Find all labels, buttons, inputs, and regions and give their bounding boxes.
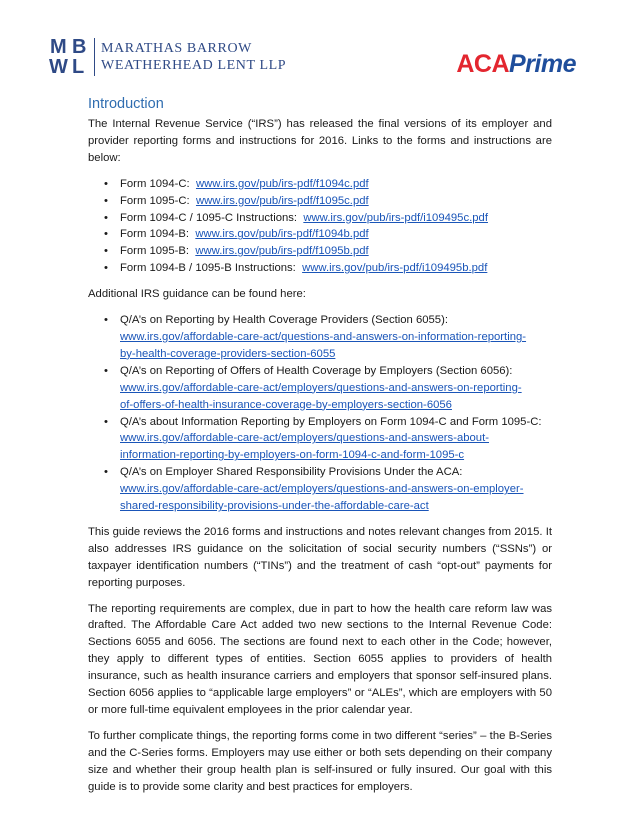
guide-paragraph: This guide reviews the 2016 forms and instructions and notes relevant changes from 2015. It also addresses IRS guidance on the solicitation of social security numbers (“SSNs”) or taxpayer identification numbers (“TINs”) and the treatment of cash “opt-out” payments for reporting purposes. [88,525,552,589]
guidance-link[interactable]: www.irs.gov/affordable-care-act/employers/questions-and-answers-on-reporting- [120,381,522,394]
guidance-link[interactable]: information-reporting-by-employers-on-form-1094-c-and-form-1095-c [120,449,465,462]
bullet: • [104,211,108,224]
guidance-label: Q/A’s on Reporting by Health Coverage Providers (Section 6055): [120,314,448,327]
form-link[interactable]: www.irs.gov/pub/irs-pdf/f1094c.pdf [195,177,369,190]
form-link[interactable]: www.irs.gov/pub/irs-pdf/f1095c.pdf [195,194,369,207]
form-label: Form 1094-B: [120,228,190,241]
guidance-list [88,312,552,515]
bullet: • [104,364,108,377]
bullet: • [104,194,108,207]
form-label: Form 1095-B: [120,245,190,258]
monogram-letter: L [72,56,84,78]
guidance-link[interactable]: by-health-coverage-providers-section-6055 [120,347,336,360]
list-item [88,193,552,210]
intro-paragraph: The Internal Revenue Service (“IRS”) has released the final versions of its employer and provider reporting forms and instructions for 2016. Links to the forms and instructions are below: [88,118,552,164]
bullet: • [104,415,108,428]
list-item [88,464,552,515]
monogram-letter: W [49,56,67,78]
firm-logo [50,36,286,78]
logo-divider [94,38,95,76]
bullet: • [104,177,108,190]
bullet: • [104,262,108,275]
firm-name-line: MARATHAS BARROW [101,41,252,56]
firm-name [101,40,286,74]
form-label: Form 1094-C / 1095-C Instructions: [120,211,298,224]
list-item [88,176,552,193]
form-link[interactable]: www.irs.gov/pub/irs-pdf/i109495b.pdf [302,262,488,275]
monogram-letter: M [50,36,66,58]
form-link[interactable]: www.irs.gov/pub/irs-pdf/f1094b.pdf [195,228,369,241]
bullet: • [104,314,108,327]
document-body [88,94,552,796]
list-item [88,312,552,363]
section-title: Introduction [88,96,164,112]
acaprime-logo [456,50,576,78]
form-label: Form 1094-B / 1095-B Instructions: [120,262,296,275]
guidance-link[interactable]: www.irs.gov/affordable-care-act/employers/questions-and-answers-on-employer- [120,483,524,496]
firm-monogram [50,37,90,77]
form-label: Form 1094-C: [120,177,190,190]
series-paragraph: To further complicate things, the reporting forms come in two different “series” – the B-Series and the C-Series forms. Employers may use either or both sets depending on their company size and whether their group health plan is self-insured or fully insured. Our goal with this guide is to provide some clarity and best practices for employers. [88,729,552,793]
brand-aca: ACA [456,50,510,78]
requirements-paragraph: The reporting requirements are complex, due in part to how the health care reform law was drafted. The Affordable Care Act added two new sections to the Internal Revenue Code: Sections 6055 and 6056. The sections are found next to each other in the Code; however, they apply to different types of entities. Section 6055 applies to providers of health insurance, such as health insurance carriers and employers that sponsor self-insured plans. Section 6056 applies to “applicable large employers” or “ALEs”, which are employers with 50 or more full-time equivalent employees in the prior calendar year. [88,602,552,716]
list-item [88,363,552,414]
form-link[interactable]: www.irs.gov/pub/irs-pdf/f1095b.pdf [195,245,369,258]
form-label: Form 1095-C: [120,194,190,207]
brand-prime: Prime [509,50,576,78]
forms-list [88,176,552,277]
list-item [88,260,552,277]
bullet: • [104,245,108,258]
guidance-heading: Additional IRS guidance can be found here: [88,288,306,301]
list-item [88,226,552,243]
guidance-link[interactable]: www.irs.gov/affordable-care-act/questions-and-answers-on-information-reporting- [120,330,527,343]
guidance-link[interactable]: of-offers-of-health-insurance-coverage-by-employers-section-6056 [120,398,452,411]
form-link[interactable]: www.irs.gov/pub/irs-pdf/i109495c.pdf [303,211,488,224]
guidance-label: Q/A’s on Employer Shared Responsibility Provisions Under the ACA: [120,466,463,479]
guidance-label: Q/A’s about Information Reporting by Employers on Form 1094-C and Form 1095-C: [120,415,542,428]
guidance-label: Q/A’s on Reporting of Offers of Health Coverage by Employers (Section 6056): [120,364,513,377]
firm-name-line: WEATHERHEAD LENT LLP [101,58,287,73]
list-item [88,243,552,260]
monogram-letter: B [72,36,86,58]
list-item [88,414,552,465]
bullet: • [104,466,108,479]
guidance-link[interactable]: shared-responsibility-provisions-under-the-affordable-care-act [120,500,429,513]
guidance-link[interactable]: www.irs.gov/affordable-care-act/employers/questions-and-answers-about- [120,432,489,445]
bullet: • [104,228,108,241]
list-item [88,210,552,227]
